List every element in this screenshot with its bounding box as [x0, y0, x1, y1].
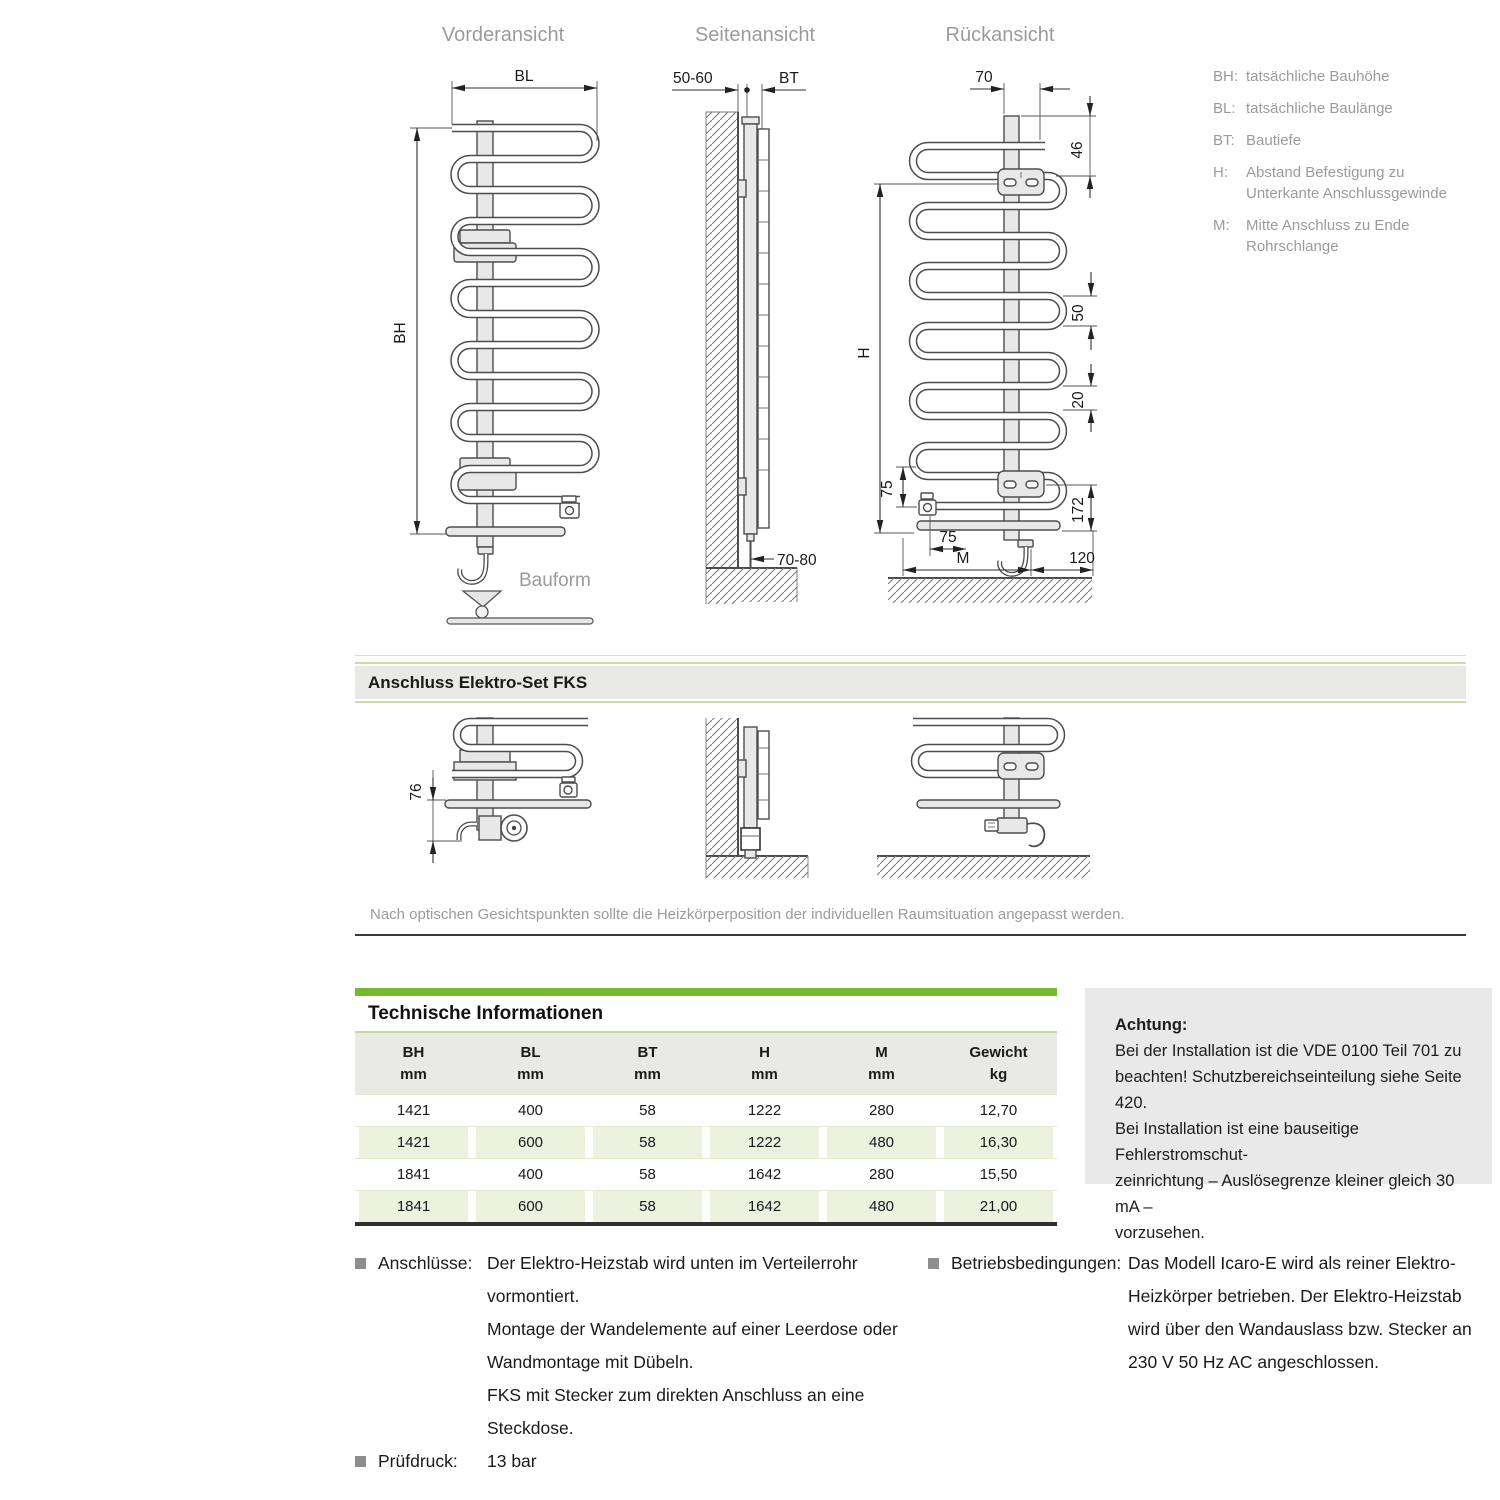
front-view-drawing [392, 68, 597, 624]
legend-item-bh [1213, 66, 1498, 87]
table-row [355, 1158, 1057, 1190]
dim-label-h: H [856, 347, 873, 359]
detail-side-floor-hatch [706, 856, 808, 878]
legend-key: M: [1213, 217, 1230, 234]
elektro-detail-drawings [350, 715, 1160, 905]
cell: 480 [823, 1127, 940, 1158]
cell: 280 [868, 1102, 895, 1119]
cell: 58 [589, 1127, 706, 1158]
cell: 1222 [706, 1127, 823, 1158]
side-element-neck [747, 534, 754, 541]
side-view-title: Seitenansicht [694, 24, 816, 46]
cell: 1421 [396, 1102, 431, 1119]
cell: 1222 [747, 1102, 782, 1119]
table-bottom-border [355, 1222, 1057, 1226]
detail-front-element-housing [479, 816, 501, 840]
legend-key: BT: [1213, 132, 1235, 149]
cell: 58 [639, 1166, 656, 1183]
cell: 480 [823, 1191, 940, 1222]
table-row [355, 1094, 1057, 1126]
rear-bracket-lower [998, 471, 1044, 497]
rear-bracket-upper [998, 169, 1044, 195]
front-serpentine-tube [452, 128, 596, 500]
legend-key: H: [1213, 164, 1228, 181]
cell: 600 [472, 1191, 589, 1222]
legend-item-m [1213, 215, 1498, 257]
cell: 1642 [706, 1191, 823, 1222]
legend-item-bt [1213, 130, 1498, 151]
cell: 58 [639, 1102, 656, 1119]
front-cable-hook [460, 547, 493, 582]
cell: 1841 [355, 1191, 472, 1222]
col-header-gewicht: Gewicht kg [969, 1044, 1028, 1083]
green-rule-bottom [355, 701, 1466, 703]
dim-label-70: 70 [975, 69, 993, 86]
notes-right-column [928, 1247, 1496, 1379]
detail-side-element [741, 828, 760, 858]
square-bullet-icon [928, 1258, 939, 1269]
detail-rear-bottom-tube [917, 800, 1060, 808]
dim-label-m: M [956, 550, 970, 567]
dim-label-76: 76 [408, 783, 425, 801]
cell: 21,00 [940, 1191, 1057, 1222]
dim-label-wall-gap: 50-60 [673, 70, 713, 87]
placement-note: Nach optischen Gesichtspunkten sollte die Heizkörperposition der individuellen Raumsituation angepasst werden. [370, 906, 1125, 923]
col-header-bl: BL mm [517, 1044, 544, 1083]
cell: 1841 [396, 1166, 431, 1183]
detail-front-drawing [408, 718, 591, 863]
side-view-drawing [672, 70, 817, 604]
rear-cable-hook [1000, 540, 1033, 574]
legend-text: Abstand Befestigung zu Unterkante Anschlussgewinde [1246, 164, 1447, 202]
detail-rear-element [985, 818, 1044, 846]
rear-view-title: Rückansicht [945, 24, 1055, 46]
cell: 58 [589, 1191, 706, 1222]
detail-rear-drawing [877, 718, 1090, 878]
legend-text: tatsächliche Baulänge [1246, 100, 1393, 117]
front-bottom-tube [446, 527, 565, 536]
notes-left-column [355, 1247, 903, 1478]
cell: 1421 [355, 1127, 472, 1158]
legend-key: BL: [1213, 100, 1236, 117]
warning-line: beachten! Schutzbereichseinteilung siehe Seite 420. [1115, 1068, 1462, 1112]
warning-line: zeinrichtung – Auslösegrenze kleiner gleich 30 mA – [1115, 1172, 1455, 1216]
bauform-icon [447, 591, 593, 624]
detail-rear-floor-hatch [877, 856, 1090, 878]
dim-label-50: 50 [1070, 304, 1087, 322]
warning-line: Bei der Installation ist die VDE 0100 Teil 701 zu [1115, 1042, 1462, 1060]
elektro-section-header: Anschluss Elektro-Set FKS [355, 666, 1466, 699]
legend-text: tatsächliche Bauhöhe [1246, 68, 1390, 85]
detail-front-element-head [501, 815, 527, 841]
col-header-m: M mm [868, 1044, 895, 1083]
side-bracket-upper [738, 180, 746, 197]
rear-view-drawing [856, 69, 1097, 603]
note-text: Das Modell Icaro-E wird als reiner Elektro- Heizkörper betrieben. Der Elektro-Heizstab wird über den Wandauslass bzw. Stecker an 230 V 50 Hz AC angeschlossen. [1128, 1253, 1472, 1372]
detail-side-drawing [706, 718, 808, 878]
dark-divider [355, 934, 1466, 936]
square-bullet-icon [355, 1258, 366, 1269]
side-bracket-lower [738, 478, 746, 495]
warning-line: Bei Installation ist eine bauseitige Fehlerstromschut- [1115, 1120, 1359, 1164]
table-accent-bar [355, 988, 1057, 996]
technical-info-table [355, 988, 1057, 1226]
detail-rear-bracket [998, 753, 1044, 779]
note-text: 13 bar [487, 1451, 537, 1471]
dim-label-20: 20 [1070, 391, 1087, 409]
dim-label-bl: BL [514, 68, 534, 85]
legend-text: Bautiefe [1246, 132, 1302, 149]
cell: 12,70 [979, 1102, 1018, 1119]
note-text: Der Elektro-Heizstab wird unten im Verteilerrohr vormontiert. Montage der Wandelemente auf einer Leerdose oder Wandmontage mit Dübeln. FKS mit Stecker zum direkten Anschluss an eine Steckdose. [487, 1253, 898, 1438]
table-header-row [355, 1033, 1057, 1094]
dim-label-bh: BH [392, 322, 409, 344]
warning-line: vorzusehen. [1115, 1224, 1205, 1242]
technical-views-drawing [350, 55, 1160, 655]
note-anschluesse [355, 1247, 903, 1445]
note-label: Anschlüsse: [378, 1253, 473, 1273]
table-title: Technische Informationen [368, 1003, 604, 1024]
table-row [355, 1190, 1057, 1222]
col-header-h: H mm [751, 1044, 778, 1083]
note-betriebsbedingungen [928, 1247, 1496, 1379]
dim-label-left-75: 75 [879, 480, 896, 498]
dim-label-172: 172 [1070, 497, 1087, 523]
bauform-label: Bauform [519, 570, 591, 591]
legend-item-h [1213, 162, 1498, 204]
side-tube-column [758, 129, 769, 528]
cell: 400 [517, 1166, 544, 1183]
detail-front-valve [560, 777, 577, 797]
detail-side-tube-column [758, 731, 769, 819]
legend-key: BH: [1213, 68, 1239, 85]
note-label: Prüfdruck: [378, 1451, 458, 1471]
cell: 1642 [747, 1166, 782, 1183]
legend-text: Mitte Anschluss zu Ende Rohrschlange [1246, 217, 1410, 255]
cell: 600 [472, 1127, 589, 1158]
dim-label-46: 46 [1069, 141, 1086, 159]
square-bullet-icon [355, 1456, 366, 1467]
cell: 280 [868, 1166, 895, 1183]
side-rail-cap [742, 117, 759, 124]
col-header-bh: BH mm [400, 1044, 427, 1083]
rear-serpentine-tube [913, 146, 1063, 506]
front-bracket-upper [460, 230, 510, 243]
detail-front-bottom-tube [445, 800, 591, 808]
rear-valve [919, 493, 936, 515]
table-row [355, 1126, 1057, 1158]
legend-item-bl [1213, 98, 1498, 119]
detail-side-bracket [738, 760, 746, 777]
warning-box [1085, 988, 1492, 1242]
green-rule-top [355, 662, 1466, 664]
dim-label-bt: BT [779, 70, 799, 87]
rear-floor-hatch [888, 578, 1092, 603]
note-pruefdruck [355, 1445, 903, 1478]
detail-rear-cable [1027, 823, 1044, 846]
cell: 400 [517, 1102, 544, 1119]
detail-side-wall-hatch [706, 718, 738, 856]
side-floor-hatch [738, 568, 797, 602]
dim-label-120: 120 [1069, 550, 1095, 567]
front-view-title: Vorderansicht [441, 24, 565, 46]
cell: 16,30 [940, 1127, 1057, 1158]
note-label: Betriebsbedingungen: [951, 1253, 1122, 1273]
warning-title: Achtung: [1115, 1016, 1188, 1034]
front-valve [560, 496, 579, 518]
detail-front-elbow [459, 824, 477, 840]
dim-label-floor-gap: 70-80 [777, 552, 817, 569]
side-wall-hatch [706, 112, 738, 604]
dim-label-bottom-75: 75 [939, 529, 957, 546]
dimension-legend [1213, 66, 1498, 268]
col-header-bt: BT mm [634, 1044, 661, 1083]
cell: 15,50 [979, 1166, 1018, 1183]
section-divider [355, 655, 1466, 656]
